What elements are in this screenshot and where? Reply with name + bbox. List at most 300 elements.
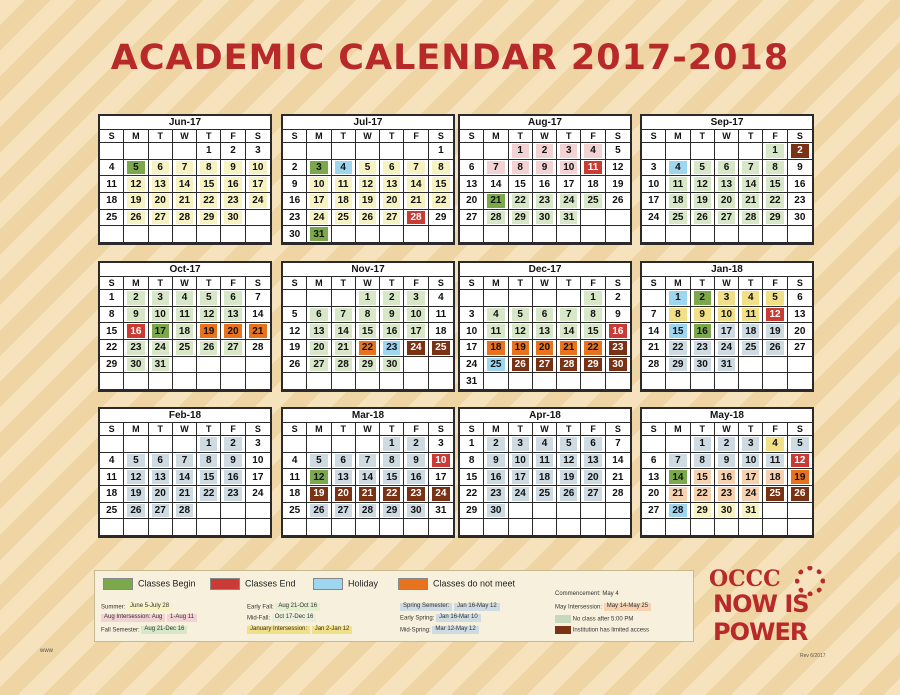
day-number: 2: [127, 291, 144, 305]
weekday-header: W: [533, 130, 557, 143]
weekday-header: S: [100, 130, 124, 143]
empty-cell: [124, 373, 148, 390]
day-cell: [246, 176, 270, 193]
day-number: 14: [490, 178, 502, 190]
day-number: 26: [289, 358, 301, 370]
day-number: 11: [335, 177, 352, 191]
day-cell: [173, 307, 197, 324]
weekday-header: S: [283, 277, 307, 290]
day-cell: [429, 160, 453, 177]
day-cell: [283, 340, 307, 357]
day-cell: [533, 193, 557, 210]
day-cell: [460, 453, 484, 470]
day-cell: [460, 307, 484, 324]
day-cell: [557, 193, 581, 210]
day-cell: [606, 160, 630, 177]
day-number: 1: [206, 145, 212, 157]
day-cell: [380, 160, 404, 177]
day-number: 12: [694, 177, 711, 191]
day-cell: [484, 340, 508, 357]
day-number: 30: [487, 504, 504, 518]
empty-cell: [606, 503, 630, 520]
day-cell: [283, 357, 307, 374]
day-number: 27: [224, 341, 241, 355]
day-number: 12: [766, 308, 783, 322]
day-number: 9: [694, 308, 711, 322]
weekday-header: S: [788, 423, 812, 436]
empty-cell: [197, 519, 221, 536]
day-number: 29: [584, 358, 601, 372]
day-cell: [715, 176, 739, 193]
day-cell: [739, 503, 763, 520]
day-number: 30: [536, 211, 553, 225]
day-number: 3: [560, 144, 577, 158]
day-number: 31: [560, 211, 577, 225]
day-cell: [100, 290, 124, 307]
empty-cell: [509, 519, 533, 536]
day-number: 23: [536, 194, 553, 208]
day-cell: [691, 436, 715, 453]
empty-cell: [332, 290, 356, 307]
day-number: 2: [407, 437, 424, 451]
legend-early-spring: Early Spring: Jan 16-Mar 10: [400, 614, 481, 622]
day-number: 28: [407, 211, 424, 225]
day-number: 9: [615, 308, 621, 320]
empty-cell: [715, 373, 739, 390]
day-number: 17: [152, 324, 169, 338]
day-number: 2: [694, 291, 711, 305]
day-number: 27: [794, 342, 806, 354]
day-cell: [149, 357, 173, 374]
month-days-grid: [283, 130, 453, 243]
day-number: 11: [487, 324, 504, 338]
day-number: 1: [468, 438, 475, 450]
day-cell: [429, 290, 453, 307]
empty-cell: [221, 503, 245, 520]
month-days-grid: [642, 130, 812, 243]
empty-cell: [429, 226, 453, 243]
day-cell: [691, 160, 715, 177]
weekday-header: T: [691, 277, 715, 290]
day-number: 23: [407, 487, 424, 501]
day-number: 14: [407, 177, 424, 191]
day-cell: [533, 323, 557, 340]
day-number: 24: [512, 487, 529, 501]
day-number: 6: [468, 161, 475, 173]
day-number: 10: [407, 308, 424, 322]
day-number: 11: [106, 471, 117, 483]
day-cell: [509, 193, 533, 210]
day-number: 3: [310, 161, 327, 175]
day-number: 3: [650, 161, 657, 173]
weekday-header: S: [788, 130, 812, 143]
day-cell: [691, 176, 715, 193]
day-number: 16: [224, 177, 241, 191]
day-number: 25: [289, 504, 301, 516]
day-cell: [460, 373, 484, 390]
day-cell: [715, 307, 739, 324]
weekday-header: T: [197, 130, 221, 143]
day-cell: [642, 486, 666, 503]
day-cell: [509, 357, 533, 374]
day-cell: [124, 486, 148, 503]
day-number: 15: [766, 177, 783, 191]
month-title: Jun-17: [100, 116, 270, 130]
day-number: 12: [289, 325, 301, 337]
day-cell: [460, 486, 484, 503]
day-cell: [283, 469, 307, 486]
day-number: 26: [791, 487, 809, 501]
empty-cell: [246, 210, 270, 227]
empty-cell: [763, 226, 787, 243]
day-number: 8: [432, 161, 450, 175]
day-number: 16: [794, 178, 806, 190]
day-number: 20: [584, 470, 601, 484]
day-cell: [246, 193, 270, 210]
day-number: 15: [466, 471, 478, 483]
weekday-header: S: [246, 423, 270, 436]
day-number: 21: [742, 194, 759, 208]
day-number: 25: [432, 341, 450, 355]
day-cell: [124, 357, 148, 374]
day-number: 4: [108, 161, 115, 173]
day-cell: [581, 453, 605, 470]
empty-cell: [642, 143, 666, 160]
day-number: 1: [200, 437, 217, 451]
day-cell: [642, 340, 666, 357]
day-cell: [380, 176, 404, 193]
day-number: 7: [487, 161, 504, 175]
day-cell: [788, 210, 812, 227]
day-cell: [149, 340, 173, 357]
weekday-header: F: [581, 130, 605, 143]
day-cell: [606, 323, 630, 340]
day-number: 16: [383, 324, 400, 338]
day-cell: [356, 323, 380, 340]
day-number: 13: [152, 470, 169, 484]
day-cell: [606, 307, 630, 324]
weekday-header: F: [221, 130, 245, 143]
day-cell: [460, 160, 484, 177]
day-number: 28: [612, 488, 624, 500]
day-number: 1: [512, 144, 529, 158]
day-cell: [557, 323, 581, 340]
empty-cell: [666, 436, 690, 453]
day-number: 21: [407, 194, 424, 208]
day-cell: [221, 290, 245, 307]
day-cell: [380, 210, 404, 227]
day-number: 10: [252, 454, 264, 466]
day-cell: [763, 143, 787, 160]
month-jul-17: [281, 114, 455, 245]
day-number: 8: [359, 308, 376, 322]
no-meet-swatch: [398, 578, 428, 590]
day-cell: [763, 160, 787, 177]
day-number: 3: [438, 438, 444, 450]
day-cell: [173, 453, 197, 470]
empty-cell: [246, 519, 270, 536]
day-cell: [581, 290, 605, 307]
day-number: 4: [335, 161, 352, 175]
day-cell: [642, 503, 666, 520]
weekday-header: S: [429, 277, 453, 290]
month-title: May-18: [642, 409, 812, 423]
empty-cell: [307, 519, 331, 536]
day-number: 15: [106, 325, 118, 337]
day-number: 15: [584, 324, 601, 338]
month-days-grid: [642, 277, 812, 390]
month-aug-17: [458, 114, 632, 245]
day-cell: [404, 160, 428, 177]
day-number: 6: [224, 291, 241, 305]
day-cell: [429, 340, 453, 357]
empty-cell: [332, 226, 356, 243]
weekday-header: M: [666, 130, 690, 143]
weekday-header: W: [715, 277, 739, 290]
day-cell: [429, 469, 453, 486]
day-number: 7: [669, 454, 686, 468]
empty-cell: [380, 373, 404, 390]
day-cell: [283, 160, 307, 177]
empty-cell: [739, 373, 763, 390]
day-number: 29: [766, 211, 783, 225]
weekday-header: T: [332, 423, 356, 436]
day-cell: [246, 453, 270, 470]
day-cell: [509, 436, 533, 453]
day-number: 24: [466, 358, 478, 370]
weekday-header: T: [509, 423, 533, 436]
day-cell: [666, 160, 690, 177]
day-number: 10: [249, 161, 267, 175]
day-cell: [557, 357, 581, 374]
day-cell: [642, 453, 666, 470]
weekday-header: M: [307, 277, 331, 290]
empty-cell: [642, 436, 666, 453]
day-cell: [642, 210, 666, 227]
day-number: 26: [694, 211, 711, 225]
empty-cell: [100, 143, 124, 160]
day-number: 28: [335, 358, 352, 372]
weekday-header: S: [642, 277, 666, 290]
day-number: 23: [487, 487, 504, 501]
day-number: 25: [584, 194, 601, 208]
month-days-grid: [283, 277, 453, 390]
empty-cell: [307, 143, 331, 160]
day-cell: [307, 486, 331, 503]
day-number: 31: [718, 358, 735, 372]
day-number: 16: [407, 470, 424, 484]
day-number: 23: [224, 487, 241, 501]
day-number: 14: [560, 324, 577, 338]
day-cell: [581, 176, 605, 193]
day-number: 16: [694, 324, 711, 338]
day-number: 29: [359, 358, 376, 372]
day-cell: [173, 193, 197, 210]
empty-cell: [739, 357, 763, 374]
day-cell: [332, 210, 356, 227]
day-cell: [197, 143, 221, 160]
day-number: 15: [359, 324, 376, 338]
day-number: 29: [669, 358, 686, 372]
day-number: 4: [291, 454, 298, 466]
day-cell: [788, 486, 812, 503]
day-cell: [197, 307, 221, 324]
day-cell: [332, 160, 356, 177]
day-cell: [739, 160, 763, 177]
day-cell: [283, 323, 307, 340]
day-number: 23: [224, 194, 241, 208]
weekday-header: T: [557, 130, 581, 143]
day-number: 9: [224, 161, 241, 175]
day-cell: [691, 340, 715, 357]
day-cell: [356, 503, 380, 520]
day-cell: [788, 176, 812, 193]
day-cell: [332, 503, 356, 520]
day-number: 23: [694, 341, 711, 355]
day-number: 24: [252, 488, 264, 500]
month-title: Jul-17: [283, 116, 453, 130]
day-number: 19: [359, 194, 376, 208]
day-number: 26: [200, 341, 217, 355]
month-mar-18: [281, 407, 455, 538]
day-number: 26: [612, 195, 624, 207]
empty-cell: [557, 226, 581, 243]
day-number: 13: [584, 454, 601, 468]
day-number: 29: [435, 211, 447, 223]
day-cell: [283, 210, 307, 227]
day-cell: [715, 453, 739, 470]
day-number: 21: [335, 341, 352, 355]
empty-cell: [739, 226, 763, 243]
day-number: 30: [609, 358, 627, 372]
day-number: 13: [536, 324, 553, 338]
day-number: 19: [127, 487, 144, 501]
empty-cell: [246, 357, 270, 374]
day-cell: [221, 340, 245, 357]
day-number: 21: [176, 194, 193, 208]
day-number: 21: [249, 324, 267, 338]
day-number: 26: [127, 211, 144, 225]
month-days-grid: [642, 423, 812, 536]
empty-cell: [221, 373, 245, 390]
weekday-header: S: [460, 277, 484, 290]
day-cell: [666, 323, 690, 340]
day-number: 12: [512, 324, 529, 338]
day-cell: [404, 436, 428, 453]
day-number: 3: [718, 291, 735, 305]
day-cell: [557, 210, 581, 227]
day-cell: [763, 323, 787, 340]
month-feb-18: [98, 407, 272, 538]
day-number: 25: [669, 211, 686, 225]
empty-cell: [557, 373, 581, 390]
day-number: 7: [742, 161, 759, 175]
limited-swatch: [555, 626, 571, 634]
weekday-header: W: [533, 423, 557, 436]
weekday-header: F: [404, 423, 428, 436]
day-cell: [715, 323, 739, 340]
day-number: 8: [512, 161, 529, 175]
day-cell: [246, 436, 270, 453]
day-cell: [283, 193, 307, 210]
weekday-header: F: [581, 423, 605, 436]
day-cell: [356, 160, 380, 177]
empty-cell: [484, 373, 508, 390]
day-number: 13: [466, 178, 478, 190]
weekday-header: S: [283, 130, 307, 143]
empty-cell: [460, 290, 484, 307]
day-cell: [788, 323, 812, 340]
weekday-header: S: [606, 423, 630, 436]
day-cell: [484, 503, 508, 520]
day-cell: [246, 307, 270, 324]
day-number: 16: [224, 470, 241, 484]
day-number: 14: [648, 325, 660, 337]
day-cell: [221, 453, 245, 470]
day-number: 10: [310, 177, 327, 191]
day-cell: [691, 469, 715, 486]
day-number: 18: [742, 324, 759, 338]
day-cell: [581, 340, 605, 357]
day-cell: [509, 210, 533, 227]
day-number: 21: [176, 487, 193, 501]
day-cell: [715, 503, 739, 520]
day-number: 21: [612, 471, 624, 483]
day-cell: [380, 469, 404, 486]
day-cell: [124, 210, 148, 227]
empty-cell: [606, 226, 630, 243]
day-number: 18: [176, 324, 193, 338]
day-number: 7: [407, 161, 424, 175]
day-cell: [763, 210, 787, 227]
day-number: 17: [466, 342, 478, 354]
weekday-header: F: [221, 423, 245, 436]
day-number: 10: [432, 454, 450, 468]
day-cell: [581, 143, 605, 160]
day-cell: [484, 160, 508, 177]
day-number: 15: [432, 177, 450, 191]
weekday-header: T: [380, 423, 404, 436]
day-number: 1: [694, 437, 711, 451]
day-number: 17: [563, 178, 575, 190]
weekday-header: T: [149, 277, 173, 290]
empty-cell: [332, 519, 356, 536]
day-cell: [332, 357, 356, 374]
day-cell: [404, 469, 428, 486]
day-cell: [606, 436, 630, 453]
day-cell: [404, 503, 428, 520]
weekday-header: W: [356, 130, 380, 143]
day-cell: [149, 503, 173, 520]
day-number: 4: [669, 161, 686, 175]
empty-cell: [332, 436, 356, 453]
day-number: 29: [512, 211, 529, 225]
day-cell: [460, 503, 484, 520]
day-cell: [283, 503, 307, 520]
day-cell: [509, 143, 533, 160]
day-cell: [307, 226, 331, 243]
day-cell: [715, 290, 739, 307]
day-cell: [404, 290, 428, 307]
day-number: 8: [694, 454, 711, 468]
day-number: 13: [310, 324, 327, 338]
weekday-header: W: [173, 130, 197, 143]
day-number: 9: [224, 454, 241, 468]
weekday-header: W: [533, 277, 557, 290]
day-cell: [429, 453, 453, 470]
day-number: 3: [152, 291, 169, 305]
day-number: 4: [487, 308, 504, 322]
